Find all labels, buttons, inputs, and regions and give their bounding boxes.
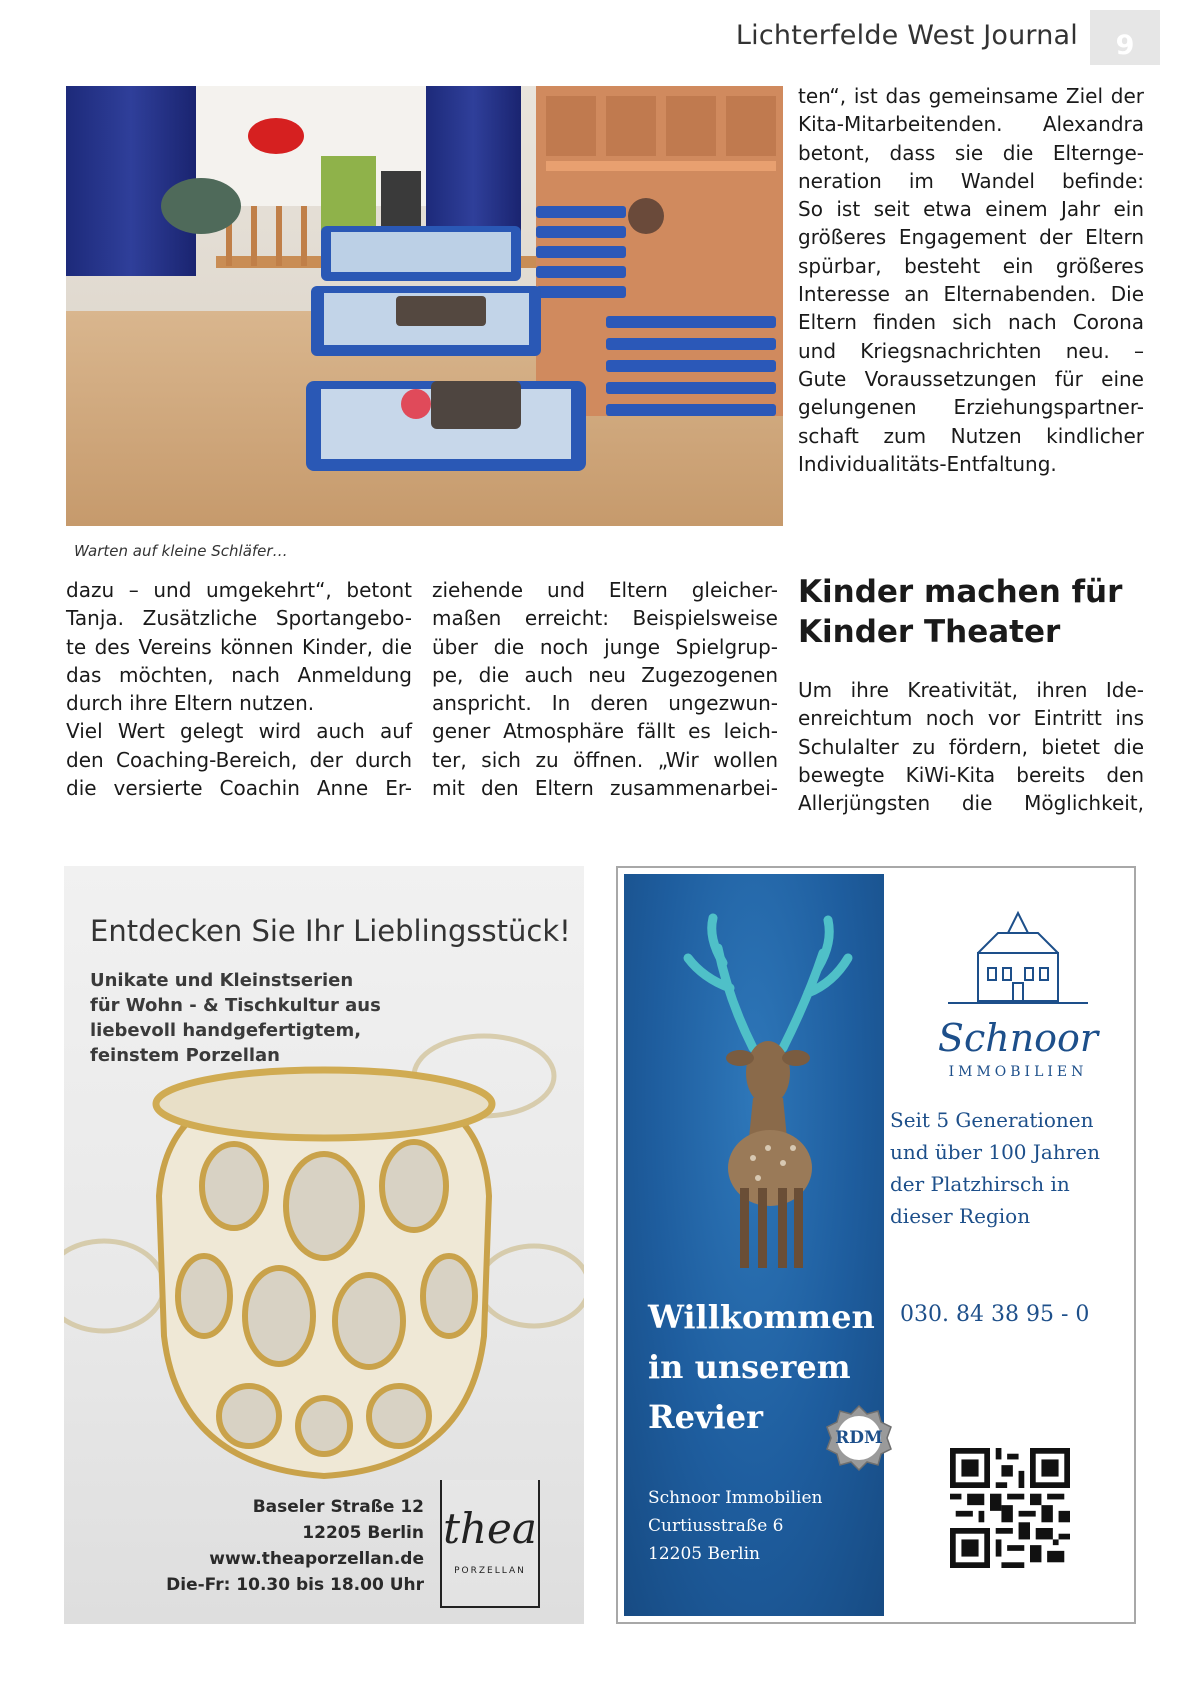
text-line: über die noch junge Spielgrup- [432, 634, 778, 659]
ad-schnoor-welcome-line: Revier [648, 1398, 763, 1436]
photo-caption: Warten auf kleine Schläfer… [74, 542, 288, 560]
thea-logo-small: PORZELLAN [454, 1566, 526, 1576]
thea-logo-script: thea [443, 1504, 537, 1553]
text-line: Interesse an Elternabenden. Die [798, 282, 1144, 307]
text-line: neration im Wandel befinde: [798, 168, 1144, 193]
ad-thea-opening-hours: Die-Fr: 10.30 bis 18.00 Uhr [166, 1575, 424, 1595]
article-column-3-bottom [798, 676, 1144, 817]
kita-sleeping-room-photo [66, 86, 783, 526]
text-line: Gute Voraussetzungen für eine [798, 366, 1144, 391]
journal-title: Lichterfelde West Journal [735, 20, 1078, 51]
ad-schnoor-address-line: Schnoor Immobilien [648, 1488, 823, 1508]
text-line: den Coaching-Bereich, der durch [66, 747, 412, 772]
text-line: So ist seit etwa einem Jahr ein [798, 197, 1144, 222]
text-line: gelungenen Erziehungspartner- [798, 395, 1144, 420]
ad-schnoor-claim-line: Seit 5 Generationen [890, 1108, 1094, 1132]
ad-schnoor-brand: Schnoor [937, 1016, 1099, 1060]
section-heading: Kinder machen für Kinder Theater [798, 574, 1123, 650]
text-line: größeres Engagement der Eltern [798, 225, 1144, 250]
page-number-box [1090, 10, 1160, 65]
ad-schnoor-address [648, 1484, 822, 1568]
text-line: betont, dass sie die Elternge- [798, 140, 1144, 165]
ad-schnoor-welcome-line: Willkommen [648, 1298, 875, 1336]
deer-illustration [658, 898, 878, 1278]
text-line: Eltern finden sich nach Corona [798, 310, 1144, 335]
text-line: pe, die auch neu Zugezogenen [432, 662, 778, 687]
ad-thea-subline-line: Unikate und Kleinstserien [90, 970, 354, 991]
ad-schnoor-claim-line: und über 100 Jahren [890, 1140, 1100, 1164]
text-line: bewegte KiWi-Kita bereits den [798, 762, 1144, 787]
ad-schnoor-address-line: Curtiusstraße 6 [648, 1516, 784, 1536]
ad-thea-subline-line: feinstem Porzellan [90, 1045, 280, 1066]
text-line: Tanja. Zusätzliche Sportangebo- [66, 606, 412, 631]
ad-thea-porzellan[interactable] [64, 866, 584, 1624]
ad-thea-street: Baseler Straße 12 [252, 1497, 424, 1517]
ad-thea-headline: Entdecken Sie Ihr Lieblingsstück! [90, 914, 571, 948]
ad-thea-subline-line: liebevoll handgefertigtem, [90, 1020, 362, 1041]
ad-thea-subline-line: für Wohn - & Tischkultur aus [90, 995, 381, 1016]
ad-thea-address [166, 1494, 424, 1598]
article-column-1 [66, 576, 412, 802]
ad-schnoor-immobilien[interactable] [616, 866, 1136, 1624]
ad-schnoor-address-line: 12205 Berlin [648, 1544, 760, 1564]
text-line: enreichtum noch vor Eintritt ins [798, 706, 1144, 731]
text-line: Kita-Mitarbeitenden. Alexandra [798, 112, 1144, 137]
text-line: ziehende und Eltern gleicher- [432, 578, 778, 602]
ad-thea-city: 12205 Berlin [302, 1523, 424, 1543]
ad-thea-website-link[interactable]: www.theaporzellan.de [209, 1549, 424, 1569]
text-line: Viel Wert gelegt wird auch auf [66, 719, 412, 744]
text-line: spürbar, besteht ein größeres [798, 253, 1144, 278]
ad-schnoor-welcome-line: in unserem [648, 1348, 851, 1386]
text-line: gener Atmosphäre fällt es leich- [432, 719, 778, 744]
rdm-badge-text: RDM [835, 1428, 883, 1448]
ad-schnoor-claim-line: dieser Region [890, 1204, 1031, 1228]
text-line: das möchten, nach Anmeldung [66, 662, 412, 687]
text-line: dazu – und umgekehrt“, betont [66, 578, 412, 602]
article-column-3-top [798, 82, 1144, 478]
text-line: die versierte Coachin Anne Er- [66, 776, 412, 801]
villa-logo-icon [948, 908, 1088, 1008]
ad-thea-subline [90, 968, 381, 1068]
text-line: schaft zum Nutzen kindlicher [798, 423, 1144, 448]
page-number: 9 [1115, 30, 1135, 61]
ad-schnoor-brand-sub: IMMOBILIEN [948, 1064, 1088, 1080]
text-line: Schulalter zu fördern, bietet die [798, 734, 1144, 759]
ad-schnoor-phone[interactable]: 030. 84 38 95 - 0 [900, 1302, 1090, 1327]
qr-code-icon[interactable] [950, 1448, 1070, 1568]
photo-illustration [66, 86, 783, 526]
ad-schnoor-claim [890, 1104, 1100, 1232]
article-column-2 [432, 576, 778, 802]
text-line: te des Vereins können Kinder, die [66, 634, 412, 659]
text-line: ten“, ist das gemeinsame Ziel der [798, 84, 1144, 108]
text-line: und Kriegsnachrichten neu. – [798, 338, 1144, 363]
text-line: Um ihre Kreativität, ihren Ide- [798, 678, 1144, 702]
text-line: Individualitäts-Entfaltung. [798, 451, 1057, 476]
text-line: anspricht. In deren ungezwun- [432, 691, 778, 716]
text-line: durch ihre Eltern nutzen. [66, 691, 315, 716]
text-line: maßen erreicht: Beispielsweise [432, 606, 778, 631]
text-line: mit den Eltern zusammenarbei- [432, 776, 778, 801]
text-line: ter, sich zu öffnen. „Wir wollen [432, 747, 778, 772]
ad-schnoor-claim-line: der Platzhirsch in [890, 1172, 1070, 1196]
thea-logo [440, 1480, 540, 1608]
rdm-badge [824, 1404, 894, 1474]
text-line: Allerjüngsten die Möglichkeit, [798, 791, 1144, 816]
